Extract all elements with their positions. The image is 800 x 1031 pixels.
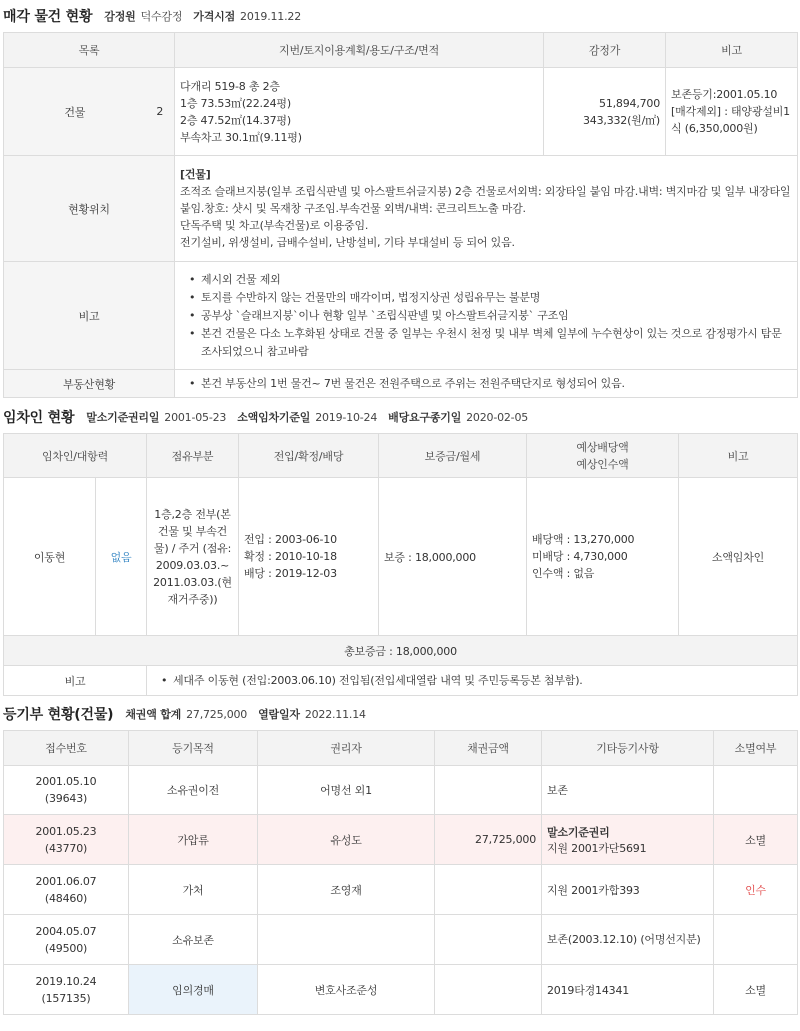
registry-header-no: 접수번호 xyxy=(4,731,129,766)
tenant-section-header xyxy=(0,401,800,433)
registry-no: 2001.05.10 (39643) xyxy=(4,766,129,815)
tenant-bigo-note: • 세대주 이동현 (전입:2003.06.10) 전입됨(전입세대열람 내역 및 주민등록등본 첨부함). xyxy=(165,672,792,690)
tenant-note: 소액임차인 xyxy=(679,478,798,636)
sale-notes-list xyxy=(180,271,792,361)
registry-etc: 지원 2001카단5691 xyxy=(547,841,647,855)
registry-holder xyxy=(258,915,435,965)
status-heading: [건물] xyxy=(180,168,211,181)
realestate-label: 부동산현황 xyxy=(4,370,175,398)
tenant-expected: 배당액 : 13,270,000 미배당 : 4,730,000 인수액 : 없음 xyxy=(527,478,679,636)
registry-row xyxy=(4,766,798,815)
sale-note-item: • 토지를 수반하지 않는 건물만의 매각이며, 법정지상권 성립유무는 불분명 xyxy=(193,289,792,307)
registry-etc-bold: 말소기준권리 xyxy=(547,825,610,839)
registry-row xyxy=(4,815,798,865)
registry-no: 2001.05.23 (43770) xyxy=(4,815,129,865)
tenant-dates: 전입 : 2003-06-10 확정 : 2010-10-18 배당 : 2019-12-03 xyxy=(239,478,379,636)
registry-table xyxy=(3,730,798,1015)
registry-holder: 조영재 xyxy=(258,865,435,915)
tenant-header-name: 임차인/대항력 xyxy=(4,434,147,478)
registry-holder: 어명선 외1 xyxy=(258,766,435,815)
realestate-cell xyxy=(175,370,798,398)
registry-section-header xyxy=(0,698,800,730)
building-detail: 다개리 519-8 총 2층 1층 73.53㎡(22.24평) 2층 47.52㎡(14.37평) 부속차고 30.1㎡(9.11평) xyxy=(175,68,544,156)
small-lease-label: 소액임차기준일 xyxy=(237,411,311,424)
registry-no: 2019.10.24 (157135) xyxy=(4,965,129,1015)
tenant-deposit: 보증 : 18,000,000 xyxy=(379,478,527,636)
dividend-deadline-value: 2020-02-05 xyxy=(466,410,529,424)
sale-header-note: 비고 xyxy=(666,33,798,68)
view-date-label: 열람일자 xyxy=(258,708,300,721)
appraiser-label: 감정원 xyxy=(104,10,136,23)
view-date-value: 2022.11.14 xyxy=(304,707,366,721)
registry-etc: 보존 xyxy=(542,766,714,815)
status-text: 조적조 슬래브지붕(일부 조립식판넬 및 아스팔트쉬글지붕) 2층 건물로서외벽: 외장타일 붙임 마감.내벽: 벽지마감 및 일부 내장타일 붙임.창호: 샷시 및 목재창 구조임.부속건물 외벽/내벽: 콘크리트노출 마감. 단독주택 및 차고(부속건물)로 이용중임. 전기설비, 위생설비, 급배수설비, 난방설비, 기타 부대설비 등 되어 있음. xyxy=(180,185,791,249)
sale-note-label: 비고 xyxy=(4,262,175,370)
registry-amount: 27,725,000 xyxy=(435,815,542,865)
realestate-note: • 본건 부동산의 1번 물건~ 7번 물건은 전원주택으로 주위는 전원주택단지로 형성되어 있음. xyxy=(193,375,792,393)
tenant-header-part: 점유부분 xyxy=(147,434,239,478)
total-deposit: 총보증금 : 18,000,000 xyxy=(4,636,798,666)
tenant-part: 1층,2층 전부(본건물 및 부속건물) / 주거 (점유: 2009.03.03.~ 2011.03.03.(현재거주중)) xyxy=(147,478,239,636)
registry-title: 등기부 현황(건물) xyxy=(3,707,114,723)
status-cell xyxy=(175,156,798,262)
cancel-basis-label: 말소기준권리일 xyxy=(86,411,160,424)
registry-header-etc: 기타등기사항 xyxy=(542,731,714,766)
sale-title: 매각 물건 현황 xyxy=(3,9,93,25)
registry-etc: 지원 2001카합393 xyxy=(542,865,714,915)
tenant-bigo-label: 비고 xyxy=(4,666,147,696)
registry-status xyxy=(714,915,798,965)
sale-header-detail: 지번/토지이용계획/용도/구조/면적 xyxy=(175,33,544,68)
registry-etc-cell xyxy=(542,815,714,865)
registry-row xyxy=(4,915,798,965)
cancel-basis-value: 2001-05-23 xyxy=(164,410,227,424)
registry-amount xyxy=(435,766,542,815)
registry-status: 소멸 xyxy=(714,815,798,865)
registry-holder: 변호사조준성 xyxy=(258,965,435,1015)
building-price: 51,894,700 343,332(원/㎡) xyxy=(544,68,666,156)
registry-status: 인수 xyxy=(714,865,798,915)
building-note: 보존등기:2001.05.10 [매각제외] : 태양광설비1식 (6,350,000원) xyxy=(666,68,798,156)
registry-no: 2001.06.07 (48460) xyxy=(4,865,129,915)
tenant-table xyxy=(3,433,798,696)
registry-row xyxy=(4,965,798,1015)
tenant-header-expected: 예상배당액 예상인수액 xyxy=(527,434,679,478)
registry-status: 소멸 xyxy=(714,965,798,1015)
tenant-header-dates: 전입/확정/배당 xyxy=(239,434,379,478)
registry-no: 2004.05.07 (49500) xyxy=(4,915,129,965)
registry-amount xyxy=(435,865,542,915)
tenant-header-note: 비고 xyxy=(679,434,798,478)
sale-header-list: 목록 xyxy=(4,33,175,68)
tenant-header-deposit: 보증금/월세 xyxy=(379,434,527,478)
registry-amount xyxy=(435,965,542,1015)
registry-holder: 유성도 xyxy=(258,815,435,865)
building-label: 건물 xyxy=(4,68,146,156)
tenant-opposing-power: 없음 xyxy=(96,478,147,636)
dividend-deadline-label: 배당요구종기일 xyxy=(388,411,462,424)
registry-purpose: 가압류 xyxy=(129,815,258,865)
registry-status xyxy=(714,766,798,815)
sale-header-price: 감정가 xyxy=(544,33,666,68)
registry-header-purpose: 등기목적 xyxy=(129,731,258,766)
claim-total-value: 27,725,000 xyxy=(186,707,248,721)
status-label: 현황위치 xyxy=(4,156,175,262)
tenant-name: 이동현 xyxy=(4,478,96,636)
registry-row xyxy=(4,865,798,915)
registry-purpose: 임의경매 xyxy=(129,965,258,1015)
sale-note-item: • 제시외 건물 제외 xyxy=(193,271,792,289)
registry-etc: 2019타경14341 xyxy=(542,965,714,1015)
registry-purpose: 가처 xyxy=(129,865,258,915)
registry-purpose: 소유권이전 xyxy=(129,766,258,815)
claim-total-label: 채권액 합계 xyxy=(125,708,182,721)
tenant-bigo-cell xyxy=(147,666,798,696)
tenant-title: 임차인 현황 xyxy=(3,410,75,426)
price-date-label: 가격시점 xyxy=(193,10,236,23)
price-date-value: 2019.11.22 xyxy=(240,9,301,23)
sale-notes-cell xyxy=(175,262,798,370)
small-lease-value: 2019-10-24 xyxy=(315,410,378,424)
registry-etc: 보존(2003.12.10) (어명선지분) xyxy=(542,915,714,965)
appraiser-value: 덕수감정 xyxy=(140,10,183,23)
registry-header-holder: 권리자 xyxy=(258,731,435,766)
building-number: 2 xyxy=(146,68,175,156)
registry-purpose: 소유보존 xyxy=(129,915,258,965)
registry-amount xyxy=(435,915,542,965)
sale-table xyxy=(3,32,798,398)
sale-section-header xyxy=(0,0,800,32)
sale-note-item: • 본건 건물은 다소 노후화된 상태로 건물 중 일부는 우천시 천정 및 내부 벽체 일부에 누수현상이 있는 것으로 감정평가시 탐문조사되었으니 참고바람 xyxy=(193,325,792,361)
sale-note-item: • 공부상 `슬래브지붕`이나 현황 일부 `조립식판넬 및 아스팔트쉬글지붕` 구조임 xyxy=(193,307,792,325)
registry-header-status: 소멸여부 xyxy=(714,731,798,766)
registry-header-amount: 채권금액 xyxy=(435,731,542,766)
